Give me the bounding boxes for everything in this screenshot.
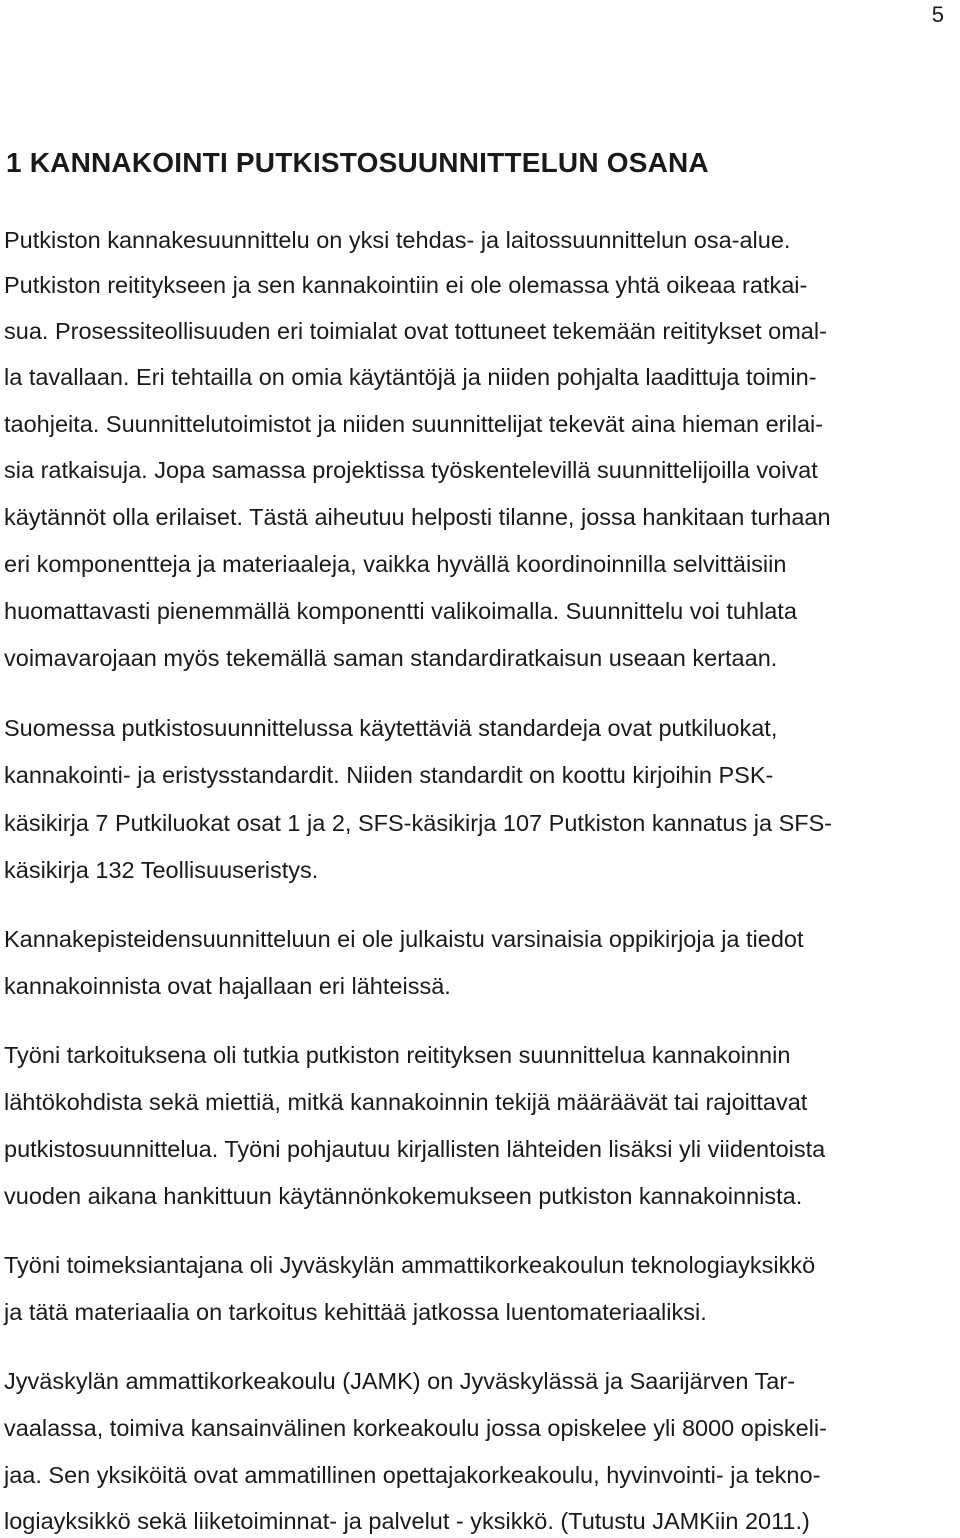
text-line: eri komponentteja ja materiaaleja, vaikka hyvällä koordinoinnilla selvittäisiin	[4, 551, 787, 577]
text-line: voimavarojaan myös tekemällä saman standardiratkaisun useaan kertaan.	[4, 645, 778, 671]
text-line: käsikirja 7 Putkiluokat osat 1 ja 2, SFS-käsikirja 107 Putkiston kannatus ja SFS-	[4, 810, 833, 836]
text-line: Työni toimeksiantajana oli Jyväskylän ammattikorkeakoulun teknologiayksikkö	[4, 1252, 816, 1278]
text-line: Jyväskylän ammattikorkeakoulu (JAMK) on Jyväskylässä ja Saarijärven Tar-	[4, 1368, 796, 1394]
text-line: vuoden aikana hankittuun käytännönkokemukseen putkiston kannakoinnista.	[4, 1183, 803, 1209]
text-line: Kannakepisteidensuunnitteluun ei ole julkaistu varsinaisia oppikirjoja ja tiedot	[4, 926, 804, 952]
text-line: käytännöt olla erilaiset. Tästä aiheutuu helposti tilanne, jossa hankitaan turhaan	[4, 504, 831, 530]
text-line: Putkiston kannakesuunnittelu on yksi tehdas- ja laitossuunnittelun osa-alue.	[4, 227, 791, 253]
text-line: sia ratkaisuja. Jopa samassa projektissa työskentelevillä suunnittelijoilla voivat	[4, 457, 818, 483]
text-line: Työni tarkoituksena oli tutkia putkiston reitityksen suunnittelua kannakoinnin	[4, 1042, 791, 1068]
page-number: 5	[931, 2, 944, 27]
text-line: ja tätä materiaalia on tarkoitus kehittää jatkossa luentomateriaaliksi.	[4, 1299, 707, 1325]
text-line: Suomessa putkistosuunnittelussa käytettäviä standardeja ovat putkiluokat,	[4, 715, 778, 741]
text-line: jaa. Sen yksiköitä ovat ammatillinen opettajakorkeakoulu, hyvinvointi- ja tekno-	[4, 1462, 821, 1488]
text-line: kannakointi- ja eristysstandardit. Niiden standardit on koottu kirjoihin PSK-	[4, 762, 774, 788]
text-line: käsikirja 132 Teollisuuseristys.	[4, 857, 319, 883]
text-line: vaalassa, toimiva kansainvälinen korkeakoulu jossa opiskelee yli 8000 opiskeli-	[4, 1415, 827, 1441]
text-line: taohjeita. Suunnittelutoimistot ja niiden suunnittelijat tekevät aina hieman erilai-	[4, 411, 824, 437]
text-line: lähtökohdista sekä miettiä, mitkä kannakoinnin tekijä määräävät tai rajoittavat	[4, 1089, 808, 1115]
text-line: kannakoinnista ovat hajallaan eri lähteissä.	[4, 973, 451, 999]
section-heading: 1 KANNAKOINTI PUTKISTOSUUNNITTELUN OSANA	[6, 147, 709, 178]
text-line: sua. Prosessiteollisuuden eri toimialat ovat tottuneet tekemään reititykset omal-	[4, 318, 827, 344]
text-line: huomattavasti pienemmällä komponentti valikoimalla. Suunnittelu voi tuhlata	[4, 598, 797, 624]
text-line: la tavallaan. Eri tehtailla on omia käytäntöjä ja niiden pohjalta laadittuja toimin-	[4, 364, 817, 390]
text-line: putkistosuunnittelua. Työni pohjautuu kirjallisten lähteiden lisäksi yli viidentoista	[4, 1136, 826, 1162]
text-line: Putkiston reititykseen ja sen kannakointiin ei ole olemassa yhtä oikeaa ratkai-	[4, 272, 808, 298]
text-line: logiayksikkö sekä liiketoiminnat- ja palvelut - yksikkö. (Tutustu JAMKiin 2011.)	[4, 1508, 810, 1534]
